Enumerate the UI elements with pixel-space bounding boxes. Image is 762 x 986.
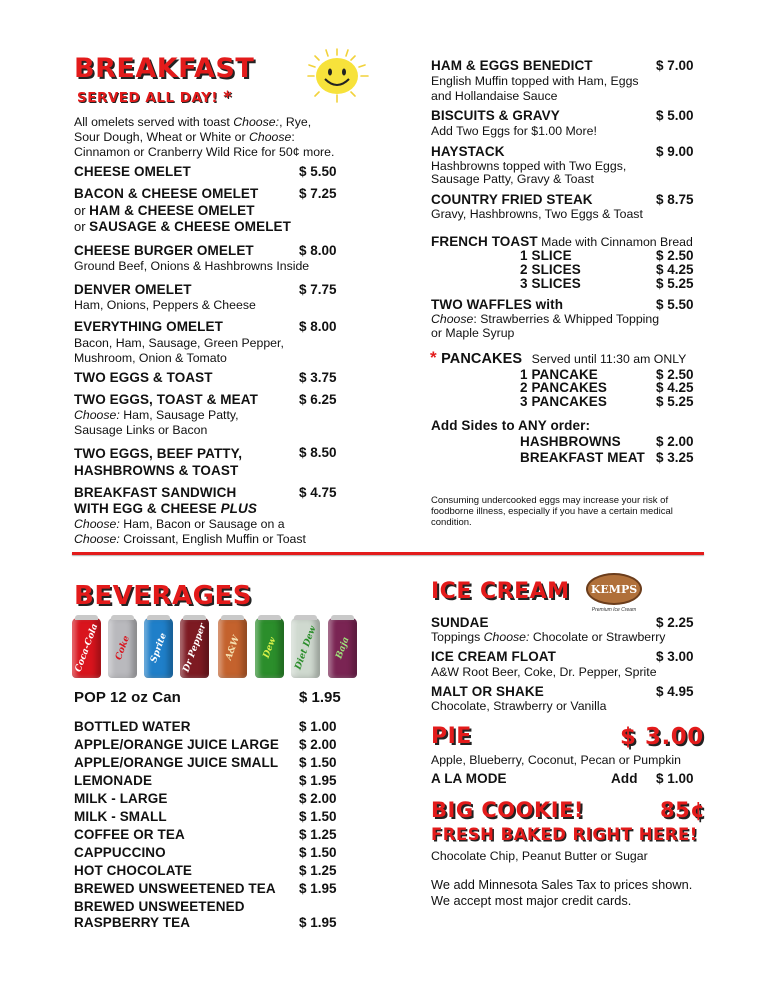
menu-item-price: $ 7.75 (299, 282, 337, 297)
option-price: $ 2.50 (656, 367, 694, 382)
option-label: 1 PANCAKE (520, 367, 598, 382)
smiling-sun-icon (300, 45, 375, 105)
menu-item-name: HAM & EGGS BENEDICT (431, 58, 593, 73)
option-price: $ 2.50 (656, 248, 694, 263)
breakfast-title: BREAKFAST (74, 53, 255, 84)
menu-item-alt: or SAUSAGE & CHEESE OMELET (74, 219, 291, 234)
menu-item-desc: Choose: Ham, Sausage Patty, Sausage Links or Bacon (74, 408, 239, 437)
beverage-price: $ 2.00 (299, 791, 337, 806)
menu-item-price: $ 8.00 (299, 319, 337, 334)
cookie-title: BIG COOKIE! (431, 798, 584, 822)
dr-pepper-can-icon: Dr Pepper (180, 618, 209, 678)
mountain-dew-can-icon: Dew (255, 618, 284, 678)
menu-item-price: $ 5.00 (656, 108, 694, 123)
a-la-mode-label: A LA MODE (431, 771, 507, 786)
sales-tax-note: We add Minnesota Sales Tax to prices shown. (431, 877, 693, 892)
option-label: HASHBROWNS (520, 434, 621, 449)
beverage-name: BOTTLED WATER (74, 719, 191, 734)
pie-price: $ 3.00 (620, 724, 704, 750)
omelet-intro: All omelets served with toast Choose:, Rye, Sour Dough, Wheat or White or Choose: Cinnamon or Cranberry Wild Rice for 50¢ more. (74, 115, 335, 159)
menu-item-name: TWO WAFFLES with (431, 297, 564, 312)
breakfast-subtitle (77, 87, 232, 106)
menu-item-name: TWO EGGS, BEEF PATTY, HASHBROWNS & TOAST (74, 446, 243, 478)
menu-item-name: MALT OR SHAKE (431, 684, 544, 699)
option-price: $ 2.00 (656, 434, 694, 449)
menu-item-price: $ 2.25 (656, 615, 694, 630)
aw-can-icon: A&W (218, 618, 247, 678)
menu-item-price: $ 4.95 (656, 684, 694, 699)
menu-item-desc: English Muffin topped with Ham, Eggs and Hollandaise Sauce (431, 74, 639, 103)
pie-flavors: Apple, Blueberry, Coconut, Pecan or Pumpkin (431, 753, 681, 767)
menu-item-name: TWO EGGS, TOAST & MEAT (74, 392, 258, 407)
menu-item-name: BREAKFAST SANDWICH WITH EGG & CHEESE PLUS (74, 485, 257, 516)
option-label: 3 PANCAKES (520, 394, 608, 409)
pancakes-heading: * PANCAKES Served until 11:30 am ONLY (430, 348, 687, 367)
beverage-price: $ 1.00 (299, 719, 337, 734)
beverage-price: $ 1.95 (299, 881, 337, 896)
menu-item-name: SUNDAE (431, 615, 489, 630)
cookie-tagline: FRESH BAKED RIGHT HERE! (431, 825, 698, 844)
beverages-title: BEVERAGES (74, 581, 252, 611)
health-warning: Consuming undercooked eggs may increase your risk of foodborne illness, especially if you have a certain medical condition. (431, 495, 673, 528)
kemps-logo-subtext: Premium Ice Cream (591, 607, 637, 613)
sides-heading: Add Sides to ANY order: (431, 418, 591, 433)
menu-item-name: COUNTRY FRIED STEAK (431, 192, 593, 207)
served-all-day-text: SERVED ALL DAY! (77, 90, 219, 106)
menu-item-desc: Ham, Onions, Peppers & Cheese (74, 298, 256, 312)
beverage-name: APPLE/ORANGE JUICE SMALL (74, 755, 279, 770)
menu-item-alt: or HAM & CHEESE OMELET (74, 203, 255, 218)
menu-item-price: $ 8.75 (656, 192, 694, 207)
sprite-can-icon: Sprite (144, 618, 173, 678)
menu-item-desc: Toppings Choose: Chocolate or Strawberry (431, 630, 666, 644)
menu-item-name: EVERYTHING OMELET (74, 319, 223, 334)
menu-item-desc: Add Two Eggs for $1.00 More! (431, 124, 597, 138)
menu-item-name: BISCUITS & GRAVY (431, 108, 560, 123)
menu-item-desc: A&W Root Beer, Coke, Dr. Pepper, Sprite (431, 665, 657, 679)
pop-name: POP 12 oz Can (74, 689, 181, 706)
option-label: 2 PANCAKES (520, 380, 608, 395)
menu-item-price: $ 7.25 (299, 186, 337, 201)
pie-title: PIE (431, 724, 472, 749)
menu-item-name: DENVER OMELET (74, 282, 192, 297)
beverage-name: COFFEE OR TEA (74, 827, 185, 842)
coke-can-icon: Coke (108, 618, 137, 678)
ice-cream-title: ICE CREAM (431, 579, 570, 604)
beverage-price: $ 2.00 (299, 737, 337, 752)
menu-item-price: $ 9.00 (656, 144, 694, 159)
option-price: $ 5.25 (656, 276, 694, 291)
kemps-logo-badge (586, 573, 642, 605)
menu-item-name: TWO EGGS & TOAST (74, 370, 213, 385)
beverage-price: $ 1.50 (299, 809, 337, 824)
menu-item-name: ICE CREAM FLOAT (431, 649, 556, 664)
menu-item-price: $ 4.75 (299, 485, 337, 500)
option-price: $ 4.25 (656, 380, 694, 395)
menu-item-desc: Choose: Ham, Bacon or Sausage on a Choose: Croissant, English Muffin or Toast (74, 517, 306, 546)
option-price: $ 5.25 (656, 394, 694, 409)
menu-item-price: $ 3.00 (656, 649, 694, 664)
footer-notes (431, 877, 692, 909)
baja-can-icon: Baja (328, 618, 357, 678)
option-label: 1 SLICE (520, 248, 572, 263)
beverage-name: BREWED UNSWEETENED TEA (74, 881, 276, 896)
menu-item-price: $ 7.00 (656, 58, 694, 73)
menu-item-desc: Ground Beef, Onions & Hashbrowns Inside (74, 259, 310, 273)
credit-card-note: We accept most major credit cards. (431, 893, 632, 908)
option-label: 2 SLICES (520, 262, 581, 277)
menu-item-price: $ 8.00 (299, 243, 337, 258)
cookie-price: 85¢ (660, 798, 706, 822)
beverage-name: MILK - LARGE (74, 791, 168, 806)
diet-dew-can-icon: Diet Dew (291, 618, 320, 678)
menu-item-name: HAYSTACK (431, 144, 505, 159)
beverage-name: APPLE/ORANGE JUICE LARGE (74, 737, 279, 752)
kemps-logo-text: KEMPS (590, 582, 638, 596)
beverage-name: HOT CHOCOLATE (74, 863, 193, 878)
beverage-price: $ 1.95 (299, 773, 337, 788)
a-la-mode-add: Add (611, 771, 638, 786)
menu-item-desc: Gravy, Hashbrowns, Two Eggs & Toast (431, 207, 643, 221)
beverage-name: MILK - SMALL (74, 809, 167, 824)
section-divider (72, 552, 704, 555)
beverage-price: $ 1.25 (299, 827, 337, 842)
menu-item-price: $ 5.50 (656, 297, 694, 312)
menu-item-desc: Hashbrowns topped with Two Eggs, Sausage Patty, Gravy & Toast (431, 159, 627, 186)
pop-price: $ 1.95 (299, 689, 341, 706)
option-price: $ 4.25 (656, 262, 694, 277)
menu-item-desc: Bacon, Ham, Sausage, Green Pepper, Mushroom, Onion & Tomato (74, 336, 284, 365)
beverage-price: $ 1.25 (299, 863, 337, 878)
beverage-price: $ 1.50 (299, 845, 337, 860)
menu-item-name: CHEESE BURGER OMELET (74, 243, 254, 258)
asterisk: * (223, 87, 233, 106)
menu-item-price: $ 5.50 (299, 164, 337, 179)
option-label: BREAKFAST MEAT (520, 450, 645, 465)
soda-can-row (72, 618, 362, 682)
a-la-mode-price: $ 1.00 (656, 771, 694, 786)
kemps-logo (586, 573, 642, 617)
menu-item-price: $ 8.50 (299, 445, 337, 460)
beverage-name: LEMONADE (74, 773, 153, 788)
beverage-price: $ 1.95 (299, 915, 337, 930)
beverage-name: BREWED UNSWEETENED RASPBERRY TEA (74, 899, 245, 930)
menu-item-name: BACON & CHEESE OMELET (74, 186, 259, 201)
menu-item-price: $ 3.75 (299, 370, 337, 385)
option-price: $ 3.25 (656, 450, 694, 465)
beverage-name: CAPPUCCINO (74, 845, 166, 860)
menu-item-desc: Choose: Strawberries & Whipped Topping or Maple Syrup (431, 312, 660, 340)
cookie-flavors: Chocolate Chip, Peanut Butter or Sugar (431, 849, 648, 863)
menu-item-name: CHEESE OMELET (74, 164, 191, 179)
coca-cola-can-icon: Coca-Cola (72, 618, 101, 678)
menu-item-desc: Chocolate, Strawberry or Vanilla (431, 699, 607, 713)
menu-item-price: $ 6.25 (299, 392, 337, 407)
beverage-price: $ 1.50 (299, 755, 337, 770)
french-toast-heading: FRENCH TOAST Made with Cinnamon Bread (431, 234, 693, 249)
option-label: 3 SLICES (520, 276, 581, 291)
